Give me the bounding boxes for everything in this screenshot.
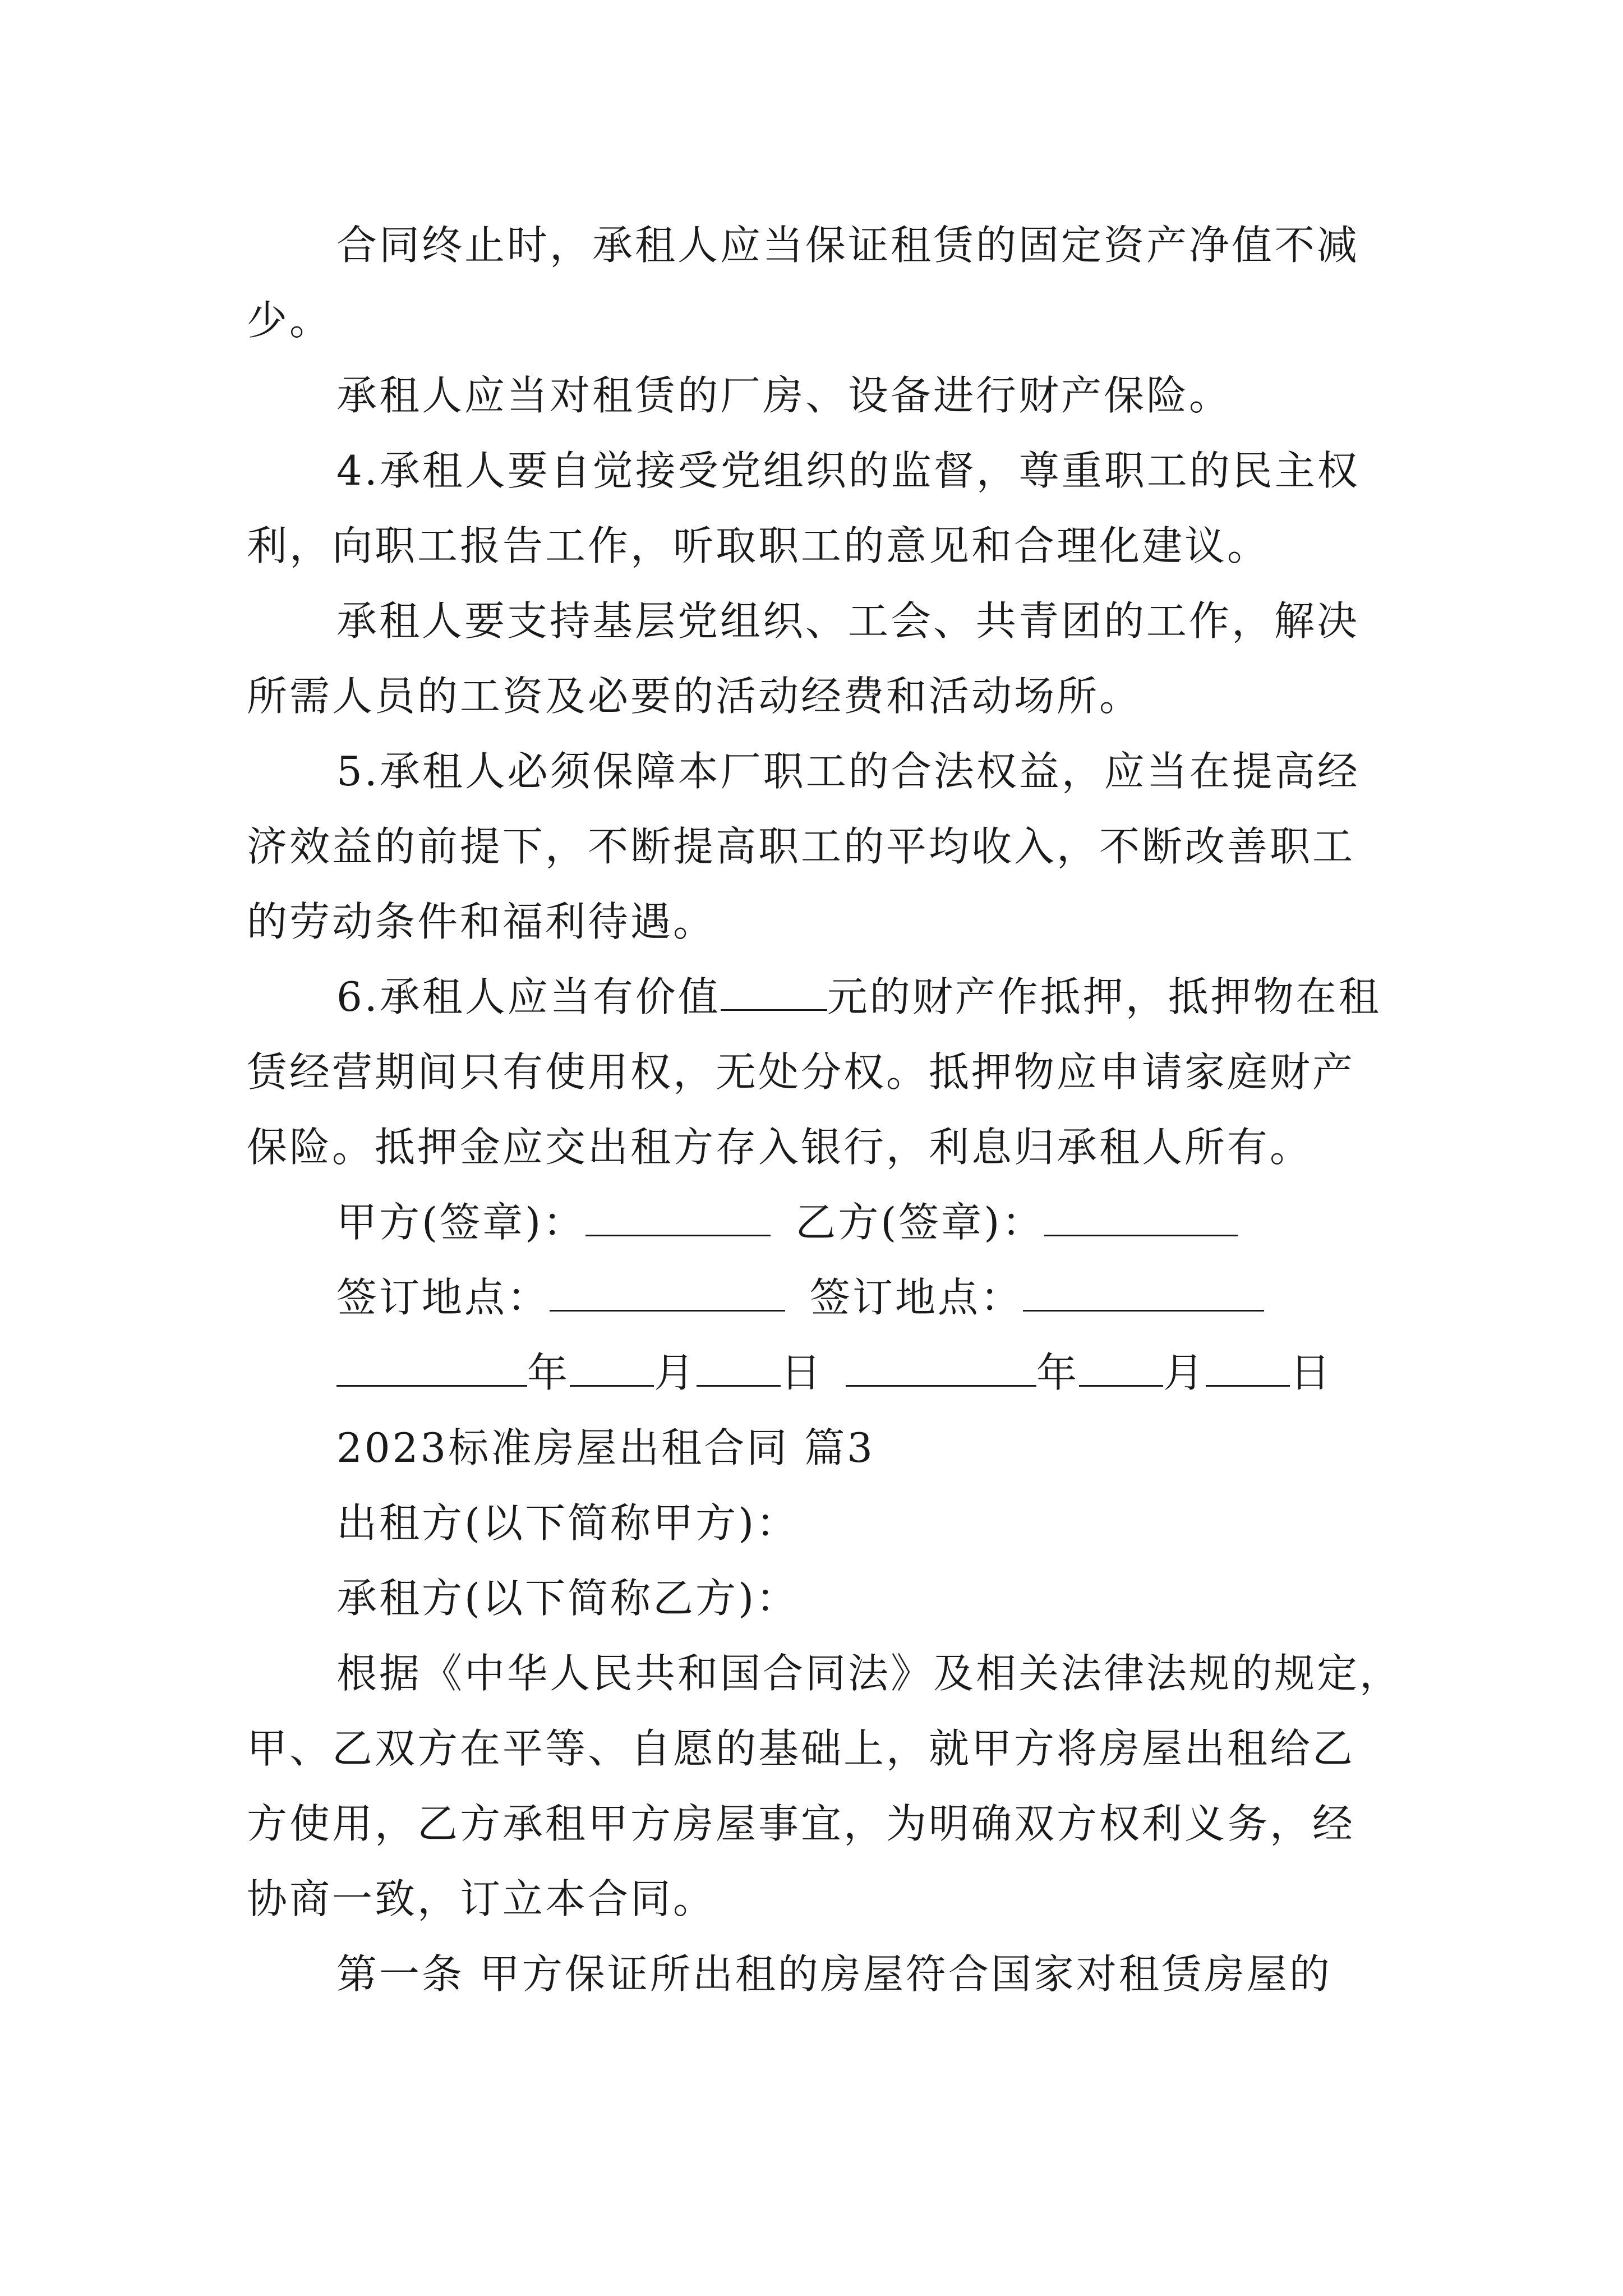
text-line: 利，向职工报告工作，听取职工的意见和合理化建议。 — [247, 522, 1270, 569]
year-blank — [846, 1350, 1036, 1387]
month-blank — [1079, 1350, 1163, 1387]
place-b-blank — [1023, 1275, 1264, 1312]
text-line: 济效益的前提下，不断提高职工的平均收入，不断改善职工 — [247, 823, 1355, 870]
party-b-label: 乙方(签章)： — [795, 1199, 1045, 1246]
text-line: 4.承租人要自觉接受党组织的监督，尊重职工的民主权 — [336, 447, 1360, 494]
signature-line — [336, 1197, 1475, 1248]
text-line: 合同终止时，承租人应当保证租赁的固定资产净值不减 — [336, 222, 1360, 269]
party-a-label: 甲方(签章)： — [336, 1199, 586, 1246]
day-label: 日 — [781, 1349, 824, 1396]
party-b-blank — [1044, 1200, 1238, 1236]
text-line: 5.承租人必须保障本厂职工的合法权益，应当在提高经 — [336, 748, 1360, 795]
text-segment: 6.承租人应当有价值 — [336, 973, 721, 1020]
place-label-b: 签订地点： — [810, 1274, 1023, 1321]
text-line: 承租人要支持基层党组织、工会、共青团的工作，解决 — [336, 597, 1360, 645]
text-line: 赁经营期间只有使用权，无处分权。抵押物应申请家庭财产 — [247, 1048, 1355, 1096]
article-line: 第一条 甲方保证所出租的房屋符合国家对租赁房屋的 — [336, 1950, 1332, 1998]
text-line: 少。 — [247, 297, 333, 344]
text-line: 保险。抵押金应交出租方存入银行，利息归承租人所有。 — [247, 1124, 1313, 1171]
month-blank — [570, 1350, 654, 1387]
blank-amount — [721, 974, 827, 1011]
lessee-line: 承租方(以下简称乙方)： — [336, 1575, 799, 1622]
text-line: 根据《中华人民共和国合同法》及相关法律法规的规定， — [336, 1650, 1403, 1697]
day-blank — [697, 1350, 781, 1387]
text-segment: 元的财产作抵押，抵押物在租 — [827, 973, 1381, 1020]
text-line: 的劳动条件和福利待遇。 — [247, 898, 716, 945]
month-label: 月 — [654, 1349, 697, 1396]
section-heading: 2023标准房屋出租合同 篇3 — [336, 1424, 875, 1471]
text-line: 所需人员的工资及必要的活动经费和活动场所。 — [247, 673, 1142, 720]
text-line: 甲、乙双方在平等、自愿的基础上，就甲方将房屋出租给乙 — [247, 1725, 1355, 1772]
text-line — [336, 972, 1475, 1022]
day-blank — [1206, 1350, 1290, 1387]
party-a-blank — [585, 1200, 771, 1236]
place-label-a: 签订地点： — [336, 1274, 550, 1321]
date-line — [336, 1347, 1475, 1398]
year-blank — [336, 1350, 527, 1387]
text-line: 方使用，乙方承租甲方房屋事宜，为明确双方权利义务，经 — [247, 1800, 1355, 1847]
text-line: 协商一致，订立本合同。 — [247, 1875, 716, 1922]
day-label: 日 — [1290, 1349, 1333, 1396]
month-label: 月 — [1163, 1349, 1206, 1396]
place-a-blank — [550, 1275, 785, 1312]
year-label: 年 — [527, 1349, 570, 1396]
year-label: 年 — [1036, 1349, 1080, 1396]
place-line — [336, 1272, 1475, 1323]
text-line: 承租人应当对租赁的厂房、设备进行财产保险。 — [336, 372, 1232, 419]
lessor-line: 出租方(以下简称甲方)： — [336, 1499, 799, 1547]
